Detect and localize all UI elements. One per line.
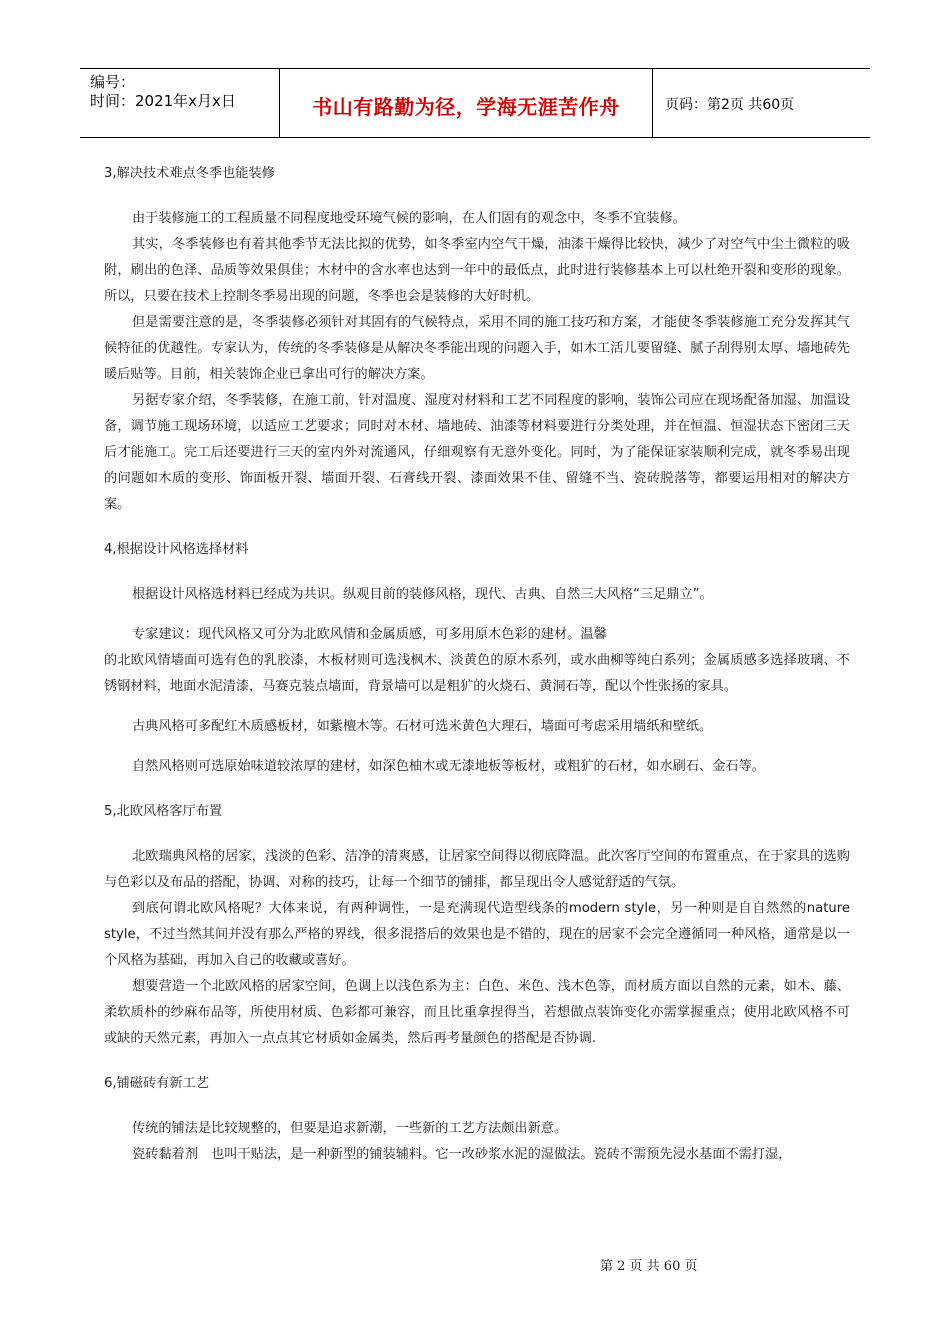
- section-heading: 5,北欧风格客厅布置: [104, 804, 223, 819]
- paragraph: 想要营造一个北欧风格的居家空间，色调上以浅色系为主：白色、米色、浅木色等，而材质方面以自然的元素，如木、藤、柔软质朴的纱麻布品等，所使用材质、色彩都可兼容，而且比重拿捏得当，若想做点装饰变化亦需掌握重点；使用北欧风格不可或缺的天然元素，再加入一点点其它材质如金属类，然后再考量颜色的搭配是否协调.: [104, 979, 850, 1046]
- header-page-info: 页码：第2页 共60页: [665, 97, 795, 113]
- paragraph: 古典风格可多配红木质感板材，如紫檀木等。石材可选米黄色大理石，墙面可考虑采用墙纸和壁纸。: [132, 719, 713, 734]
- header-meta-cell: [80, 69, 280, 137]
- paragraph: 但是需要注意的是，冬季装修必须针对其固有的气候特点，采用不同的施工技巧和方案，才能使冬季装修施工充分发挥其气候特征的优越性。专家认为，传统的冬季装修是从解决冬季能出现的问题入手，如木工活儿要留缝、腻子刮得别太厚、墙地砖先暖后贴等。目前，相关装饰企业已拿出可行的解决方案。: [104, 315, 850, 382]
- page-footer: 第 2 页 共 60 页: [600, 1259, 698, 1274]
- paragraph: 瓷砖黏着剂 也叫干贴法，是一种新型的铺装辅料。它一改砂浆水泥的湿做法。瓷砖不需预先浸水基面不需打湿，: [132, 1147, 792, 1162]
- document-body: [104, 164, 850, 1168]
- section-heading: 6,铺磁砖有新工艺: [104, 1076, 209, 1091]
- header-motto: 书山有路勤为径，学海无涯苦作舟: [280, 69, 653, 137]
- paragraph: 北欧瑞典风格的居家，浅淡的色彩、洁净的清爽感，让居家空间得以彻底降温。此次客厅空间的布置重点，在于家具的选购与色彩以及布品的搭配，协调、对称的技巧，让每一个细节的铺排，都呈现出令人感觉舒适的气氛。: [104, 849, 850, 890]
- document-number-label: 编号：: [90, 73, 136, 91]
- paragraph: 传统的铺法是比较规整的，但要是追求新潮，一些新的工艺方法颇出新意。: [132, 1121, 568, 1136]
- paragraph: 其实，冬季装修也有着其他季节无法比拟的优势，如冬季室内空气干燥，油漆干燥得比较快，减少了对空气中尘土微粒的吸附，刷出的色泽、品质等效果俱佳；木材中的含水率也达到一年中的最低点，此时进行装修基本上可以杜绝开裂和变形的现象。所以，只要在技术上控制冬季易出现的问题，冬季也会是装修的大好时机。: [104, 237, 850, 304]
- paragraph: 的北欧风情墙面可选有色的乳胶漆，木板材则可选浅枫木、淡黄色的原木系列，或水曲柳等纯白系列；金属质感多选择玻璃、不锈钢材料，地面水泥清漆，马赛克装点墙面，背景墙可以是粗犷的火烧石、黄洞石等，配以个性张扬的家具。: [104, 653, 850, 694]
- section-heading: 3,解决技术难点冬季也能装修: [104, 166, 275, 181]
- paragraph: 专家建议：现代风格又可分为北欧风情和金属质感，可多用原木色彩的建材。温馨: [132, 627, 607, 642]
- paragraph: 自然风格则可选原始味道较浓厚的建材，如深色柚木或无漆地板等板材，或粗犷的石材，如水刷石、金石等。: [132, 759, 765, 774]
- page-header: [80, 68, 870, 138]
- paragraph: 根据设计风格选材料已经成为共识。纵观目前的装修风格，现代、古典、自然三大风格“三足鼎立”。: [132, 587, 713, 602]
- section-heading: 4,根据设计风格选择材料: [104, 542, 249, 557]
- paragraph: 由于装修施工的工程质量不同程度地受环境气候的影响，在人们固有的观念中，冬季不宜装修。: [132, 211, 686, 226]
- paragraph: 到底何谓北欧风格呢？大体来说，有两种调性，一是充满现代造型线条的modern style，另一种则是自自然然的nature style，不过当然其间并没有那么严格的界线，很多混搭后的效果也是不错的，现在的居家不会完全遵循同一种风格，通常是以一个风格为基础，再加入自己的收藏或喜好。: [104, 901, 850, 968]
- document-time-label: 时间：2021年x月x日: [90, 92, 236, 110]
- paragraph: 另据专家介绍，冬季装修，在施工前，针对温度、湿度对材料和工艺不同程度的影响，装饰公司应在现场配备加湿、加温设备，调节施工现场环境，以适应工艺要求；同时对木材、墙地砖、油漆等材料要进行分类处理，并在恒温、恒湿状态下密闭三天后才能施工。完工后还要进行三天的室内外对流通风，仔细观察有无意外变化。同时，为了能保证家装顺利完成，就冬季易出现的问题如木质的变形、饰面板开裂、墙面开裂、石膏线开裂、漆面效果不佳、留缝不当、瓷砖脱落等，都要运用相对的解决方案。: [104, 393, 850, 512]
